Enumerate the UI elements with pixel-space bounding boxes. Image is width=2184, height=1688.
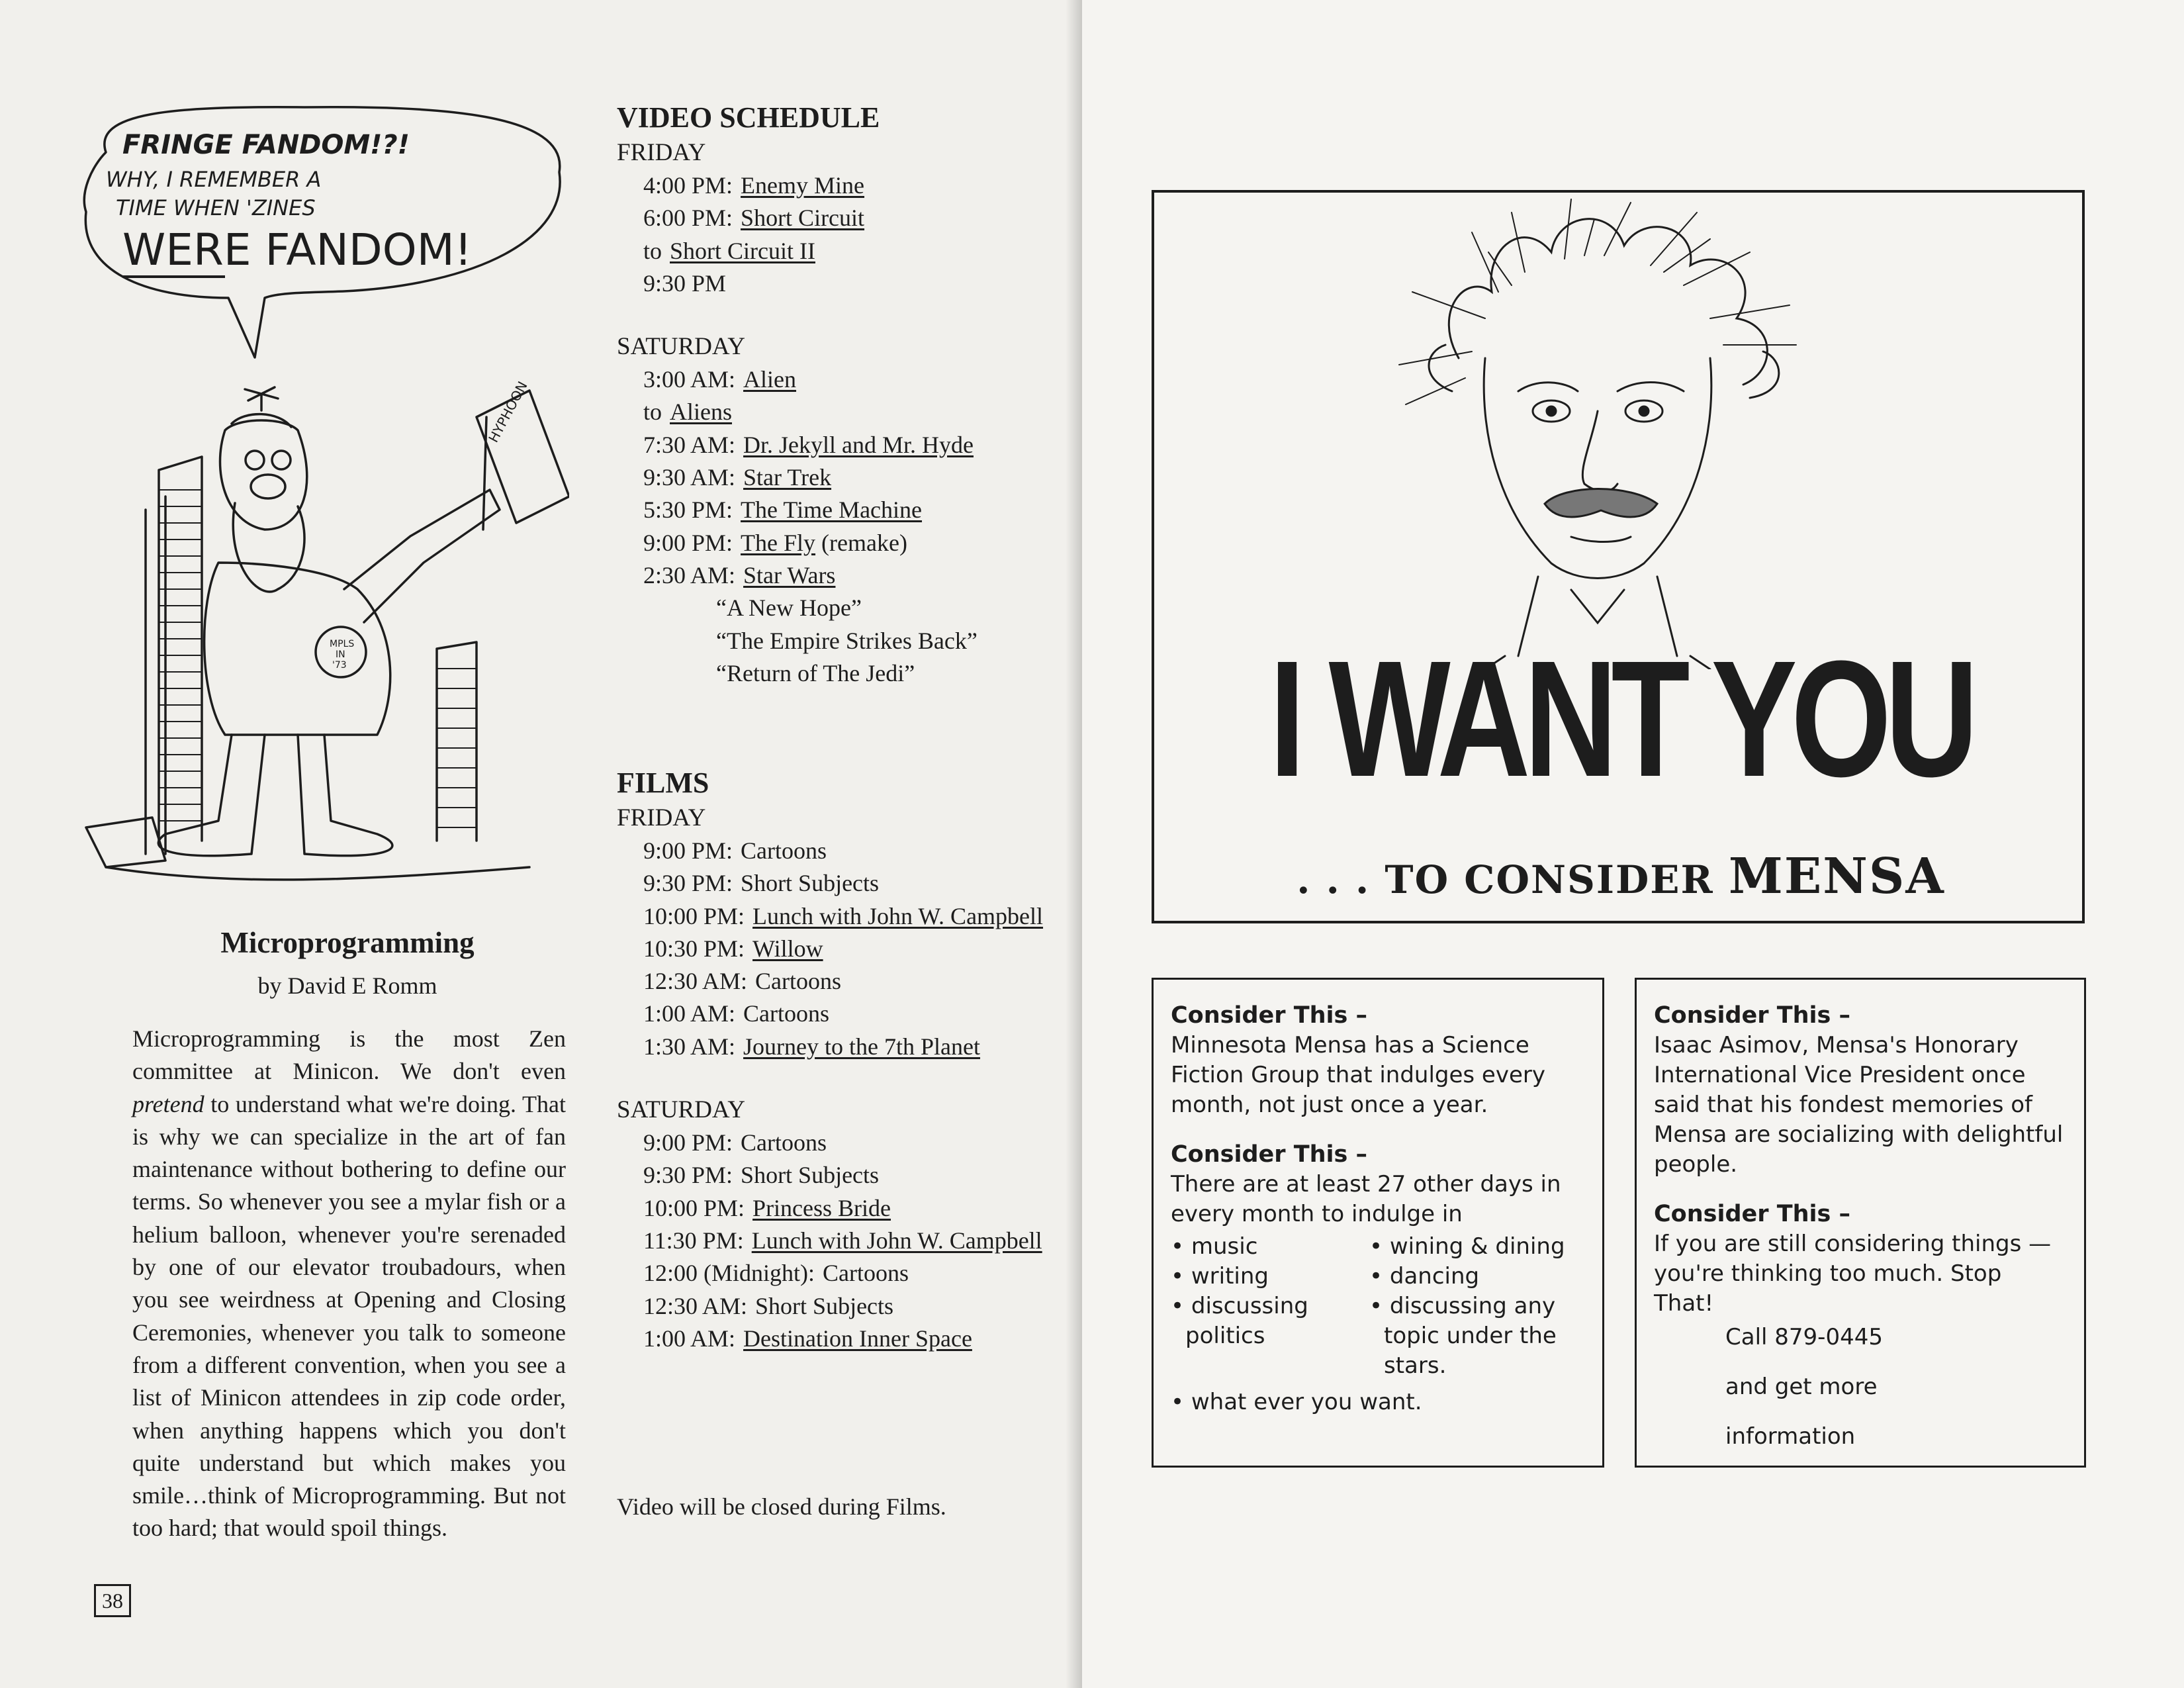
schedule-time: 4:00 PM: — [643, 172, 733, 199]
schedule-title: Short Subjects — [755, 1292, 894, 1319]
schedule-row — [617, 1290, 1067, 1323]
schedule-title — [741, 527, 907, 559]
consider-heading-3: Consider This – — [1654, 1002, 1851, 1029]
films-friday-list — [617, 835, 1067, 1063]
schedule-title-text: Princess Bride — [752, 1194, 891, 1221]
schedule-row — [617, 835, 1067, 867]
schedule-title-text: Enemy Mine — [741, 172, 865, 199]
badge-line-3: '73 — [332, 660, 347, 671]
list-item: • music — [1171, 1233, 1258, 1260]
ad-subheadline-lead: . . . TO CONSIDER — [1297, 857, 1729, 902]
call-line-3: information — [1725, 1423, 1856, 1450]
schedule-time: 9:00 PM: — [643, 837, 733, 864]
article-title: Microprogramming — [220, 926, 475, 959]
schedule-time: 10:30 PM: — [643, 935, 745, 962]
schedule-time: 10:00 PM: — [643, 1194, 745, 1221]
star-wars-part-3: “Return of The Jedi” — [716, 659, 915, 686]
call-phone-line: Call 879-0445 — [1725, 1324, 1883, 1350]
badge-line-1: MPLS — [330, 639, 355, 649]
star-wars-part-1: “A New Hope” — [716, 594, 862, 622]
schedule-title-text: Star Trek — [743, 464, 832, 491]
schedule-row — [617, 429, 1067, 461]
schedule-title — [752, 933, 823, 965]
schedule-title: Cartoons — [755, 968, 842, 995]
schedule-row — [617, 527, 1067, 559]
schedule-title — [752, 900, 1043, 933]
schedule-row — [617, 559, 1067, 592]
consider-text-2: There are at least 27 other days in every month to indulge in — [1171, 1171, 1561, 1227]
schedule-row — [617, 1192, 1067, 1225]
consider-heading-4: Consider This – — [1654, 1201, 1851, 1227]
schedule-row — [617, 965, 1067, 998]
schedule-title: Cartoons — [741, 837, 827, 864]
schedule-time: 1:00 AM: — [643, 1000, 736, 1027]
star-wars-part-2: “The Empire Strikes Back” — [716, 627, 978, 654]
article-body-start: Microprogramming is the most Zen committee at Minicon. We don't even — [132, 1025, 566, 1085]
schedule-title: Cartoons — [741, 1129, 827, 1156]
schedule-title — [743, 559, 835, 592]
list-item: • discussing any topic under the stars. — [1369, 1293, 1557, 1379]
schedule-title-text: Short Circuit II — [670, 237, 815, 264]
schedule-time: 9:00 PM: — [643, 529, 733, 556]
consider-text-3: Isaac Asimov, Mensa's Honorary International Vice President once said that his fondest memories of Mensa are socializing with delightful people. — [1654, 1032, 2064, 1178]
schedule-time: 9:30 AM: — [643, 464, 736, 491]
schedule-title-text: The Fly — [741, 529, 816, 556]
schedule-title-text: Aliens — [670, 399, 733, 426]
article-body — [132, 1023, 566, 1545]
ad-subheadline — [1154, 848, 2087, 905]
bubble-line-3: TIME WHEN 'ZINES — [116, 195, 316, 220]
video-schedule — [617, 99, 1067, 690]
films-heading: FILMS — [617, 767, 709, 799]
schedule-title-text: Lunch with John W. Campbell — [752, 902, 1044, 929]
consider-this-box-right — [1635, 978, 2086, 1468]
call-line-2: and get more — [1725, 1374, 1878, 1400]
schedule-time: 9:30 PM — [643, 269, 727, 297]
indulge-list — [1171, 1232, 1585, 1381]
video-saturday-list — [617, 363, 1067, 592]
schedule-title-text: Journey to the 7th Planet — [743, 1033, 980, 1060]
schedule-row — [617, 235, 1067, 267]
schedule-title-text: Short Circuit — [741, 205, 865, 232]
schedule-title — [743, 461, 831, 494]
schedule-row — [617, 363, 1067, 396]
schedule-time: to — [643, 399, 662, 426]
schedule-title-text: Lunch with John W. Campbell — [751, 1227, 1042, 1254]
schedule-title — [670, 396, 732, 428]
paper-stack-right-icon — [437, 642, 477, 841]
consider-text-1: Minnesota Mensa has a Science Fiction Group that indulges every month, not just once a year. — [1171, 1032, 1545, 1118]
schedule-row — [617, 900, 1067, 933]
bubble-line-2: WHY, I REMEMBER A — [106, 167, 322, 192]
schedule-row — [617, 267, 1067, 300]
left-page — [0, 0, 1082, 1688]
schedule-title — [743, 429, 974, 461]
paper-stack-left-icon — [146, 457, 202, 854]
schedule-row — [617, 1127, 1067, 1159]
list-item: • wining & dining — [1369, 1233, 1565, 1260]
schedule-title-text: Destination Inner Space — [743, 1325, 972, 1352]
fan-cartoon-illustration — [66, 99, 569, 894]
schedule-row — [617, 494, 1067, 526]
schedule-title-text: Alien — [743, 366, 797, 393]
list-item: • writing — [1171, 1263, 1269, 1289]
schedule-title — [752, 1192, 891, 1225]
schedule-time: 12:00 (Midnight): — [643, 1260, 815, 1287]
video-saturday-label: SATURDAY — [617, 333, 745, 361]
schedule-time: 12:30 AM: — [643, 968, 748, 995]
schedule-title — [743, 363, 796, 396]
schedule-title — [743, 1323, 972, 1355]
consider-heading-1: Consider This – — [1171, 1002, 1368, 1029]
page-number: 38 — [94, 1584, 131, 1617]
schedule-title — [670, 235, 815, 267]
schedule-title: Short Subjects — [741, 1162, 880, 1189]
schedule-time: 5:30 PM: — [643, 496, 733, 524]
mensa-ad-box — [1152, 190, 2085, 923]
schedule-time: 6:00 PM: — [643, 205, 733, 232]
schedule-row — [617, 396, 1067, 428]
schedule-time: 11:30 PM: — [643, 1227, 744, 1254]
schedule-row — [617, 1323, 1067, 1355]
schedule-title — [741, 494, 922, 526]
consider-text-4: If you are still considering things — you're thinking too much. Stop That! — [1654, 1231, 2052, 1317]
schedule-row — [617, 998, 1067, 1030]
schedule-time: 1:30 AM: — [643, 1033, 736, 1060]
schedule-row — [617, 461, 1067, 494]
schedule-title — [741, 202, 864, 234]
ad-subheadline-mensa: MENSA — [1728, 848, 1945, 905]
article-body-emphasis: pretend — [132, 1090, 205, 1117]
video-friday-list — [617, 169, 1067, 300]
schedule-row — [617, 169, 1067, 202]
ad-headline: I WANT YOU — [1269, 626, 1973, 811]
schedule-row — [617, 1159, 1067, 1192]
schedule-row — [617, 202, 1067, 234]
bubble-line-1: FRINGE FANDOM!?! — [122, 130, 410, 160]
consider-this-box-left — [1152, 978, 1604, 1468]
schedule-title — [743, 1031, 980, 1063]
schedule-title: Cartoons — [743, 1000, 830, 1027]
schedule-time: 2:30 AM: — [643, 561, 736, 588]
list-item-last: • what ever you want. — [1171, 1389, 1422, 1415]
films-friday-label: FRIDAY — [617, 804, 706, 831]
schedule-title-note: (remake) — [815, 529, 907, 556]
schedule-row — [617, 867, 1067, 900]
einstein-portrait-icon — [1353, 193, 1829, 669]
schedule-time: 9:30 PM: — [643, 870, 733, 897]
schedule-time: 9:00 PM: — [643, 1129, 733, 1156]
schedule-row — [617, 1257, 1067, 1289]
schedule-time: to — [643, 237, 662, 264]
schedule-title-text: Willow — [752, 935, 823, 962]
films-saturday-label: SATURDAY — [617, 1096, 745, 1124]
films-saturday-list — [617, 1127, 1067, 1355]
films-schedule — [617, 765, 1067, 1355]
schedule-time: 9:30 PM: — [643, 1162, 733, 1189]
list-item: • dancing — [1369, 1263, 1480, 1289]
schedule-time: 1:00 AM: — [643, 1325, 736, 1352]
badge-line-2: IN — [336, 649, 345, 660]
schedule-title: Cartoons — [823, 1260, 909, 1287]
schedule-row — [617, 933, 1067, 965]
schedule-title — [741, 169, 864, 202]
list-item: • discussing politics — [1171, 1293, 1308, 1349]
schedule-title-text: Star Wars — [743, 561, 836, 588]
schedule-time: 10:00 PM: — [643, 902, 745, 929]
video-friday-label: FRIDAY — [617, 139, 706, 166]
video-schedule-heading: VIDEO SCHEDULE — [617, 101, 880, 134]
article-byline: by David E Romm — [257, 972, 437, 999]
schedule-title: Short Subjects — [741, 870, 880, 897]
article-body-rest: to understand what we're doing. That is why we can specialize in the art of fan maintenance without bothering to define our terms. So whenever you see a mylar fish or a helium balloon, whenever you're serenaded by one of our elevator troubadours, when you see weirdness at Opening and Closing Ceremonies, whenever you talk to someone from a different convention, when you see a list of Minicon attendees in zip code order, when anything happens which you don't quite understand but which makes you smile…think of Microprogramming. But not too hard; that would spoil things. — [132, 1090, 566, 1542]
book-label: HYPHOON — [485, 379, 531, 445]
consider-heading-2: Consider This – — [1171, 1141, 1368, 1168]
schedule-title-text: Dr. Jekyll and Mr. Hyde — [743, 431, 974, 458]
schedule-row — [617, 1031, 1067, 1063]
schedule-time: 3:00 AM: — [643, 366, 736, 393]
schedule-row — [617, 1225, 1067, 1257]
schedule-time: 7:30 AM: — [643, 431, 736, 458]
schedule-title-text: The Time Machine — [741, 496, 923, 524]
bubble-line-4: WERE FANDOM! — [122, 224, 473, 275]
schedule-title — [752, 1225, 1042, 1257]
schedule-time: 12:30 AM: — [643, 1292, 748, 1319]
video-closed-note: Video will be closed during Films. — [617, 1493, 946, 1520]
